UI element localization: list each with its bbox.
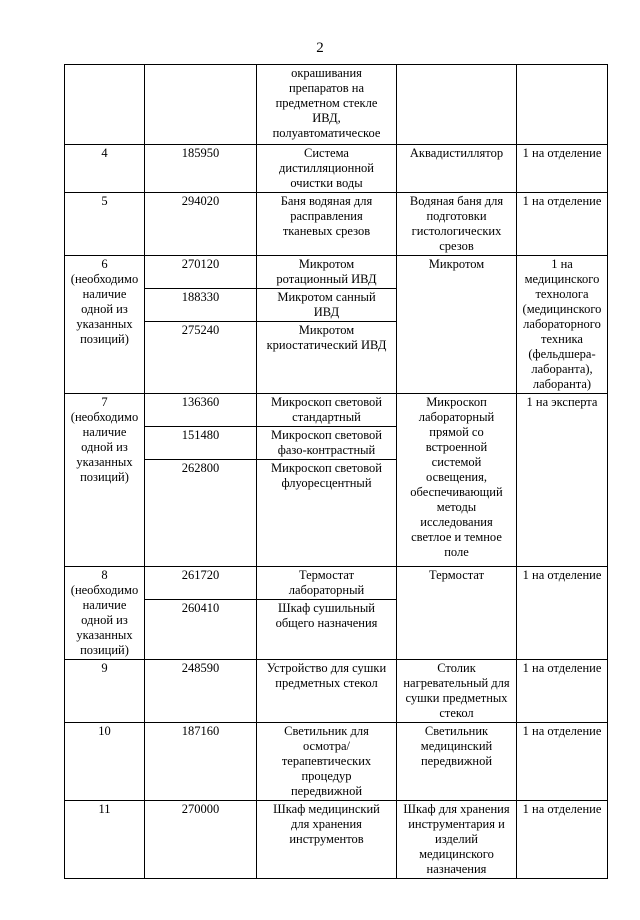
name-cell: окрашивания препаратов на предметном стекле ИВД, полуавтоматическое (257, 65, 397, 145)
analog-cell: Термостат (397, 567, 517, 660)
analog-cell: Столик нагревательный для сушки предметных стекол (397, 660, 517, 723)
table-row (65, 723, 608, 801)
quantity-cell: 1 на отделение (517, 567, 608, 660)
name-cell: Устройство для сушки предметных стекол (257, 660, 397, 723)
name-cell: Микроскоп световой флуоресцентный (257, 460, 397, 567)
quantity-cell: 1 на эксперта (517, 394, 608, 567)
quantity-cell: 1 на отделение (517, 723, 608, 801)
name-cell: Микротом криостатический ИВД (257, 322, 397, 394)
analog-cell (397, 65, 517, 145)
quantity-cell: 1 на медицинского технолога (медицинского лабораторного техника (фельдшера- лаборанта), лаборанта) (517, 256, 608, 394)
table-row (65, 567, 608, 600)
code-cell: 262800 (145, 460, 257, 567)
name-cell: Шкаф сушильный общего назначения (257, 600, 397, 660)
quantity-cell: 1 на отделение (517, 193, 608, 256)
row-number-cell: 5 (65, 193, 145, 256)
analog-cell: Микротом (397, 256, 517, 394)
code-cell: 261720 (145, 567, 257, 600)
quantity-cell: 1 на отделение (517, 801, 608, 879)
row-number-cell: 11 (65, 801, 145, 879)
analog-cell: Шкаф для хранения инструментария и изделий медицинского назначения (397, 801, 517, 879)
code-cell: 151480 (145, 427, 257, 460)
table-row (65, 660, 608, 723)
name-cell: Микроскоп световой стандартный (257, 394, 397, 427)
quantity-cell: 1 на отделение (517, 145, 608, 193)
row-number-cell: 8 (необходимо наличие одной из указанных позиций) (65, 567, 145, 660)
row-number-cell: 7 (необходимо наличие одной из указанных позиций) (65, 394, 145, 567)
name-cell: Шкаф медицинский для хранения инструментов (257, 801, 397, 879)
table-row (65, 801, 608, 879)
table-row (65, 145, 608, 193)
code-cell: 136360 (145, 394, 257, 427)
row-number-cell: 9 (65, 660, 145, 723)
analog-cell: Аквадистиллятор (397, 145, 517, 193)
row-number-cell: 10 (65, 723, 145, 801)
code-cell: 294020 (145, 193, 257, 256)
name-cell: Микроскоп световой фазо-контрастный (257, 427, 397, 460)
name-cell: Баня водяная для расправления тканевых срезов (257, 193, 397, 256)
code-cell: 188330 (145, 289, 257, 322)
code-cell: 185950 (145, 145, 257, 193)
name-cell: Система дистилляционной очистки воды (257, 145, 397, 193)
analog-cell: Водяная баня для подготовки гистологических срезов (397, 193, 517, 256)
name-cell: Микротом санный ИВД (257, 289, 397, 322)
table-row (65, 65, 608, 145)
name-cell: Термостат лабораторный (257, 567, 397, 600)
code-cell: 187160 (145, 723, 257, 801)
table-row (65, 193, 608, 256)
quantity-cell (517, 65, 608, 145)
analog-cell: Светильник медицинский передвижной (397, 723, 517, 801)
name-cell: Микротом ротационный ИВД (257, 256, 397, 289)
table-row (65, 394, 608, 427)
analog-cell: Микроскоп лабораторный прямой со встроенной системой освещения, обеспечивающий методы исследования светлое и темное поле (397, 394, 517, 567)
row-number-cell: 4 (65, 145, 145, 193)
code-cell: 270000 (145, 801, 257, 879)
name-cell: Светильник для осмотра/ терапевтических процедур передвижной (257, 723, 397, 801)
code-cell: 270120 (145, 256, 257, 289)
code-cell: 260410 (145, 600, 257, 660)
row-number-cell: 6 (необходимо наличие одной из указанных позиций) (65, 256, 145, 394)
code-cell: 275240 (145, 322, 257, 394)
table-row (65, 256, 608, 289)
row-number-cell (65, 65, 145, 145)
page-number: 2 (316, 40, 324, 56)
code-cell (145, 65, 257, 145)
equipment-table (64, 64, 608, 879)
quantity-cell: 1 на отделение (517, 660, 608, 723)
code-cell: 248590 (145, 660, 257, 723)
